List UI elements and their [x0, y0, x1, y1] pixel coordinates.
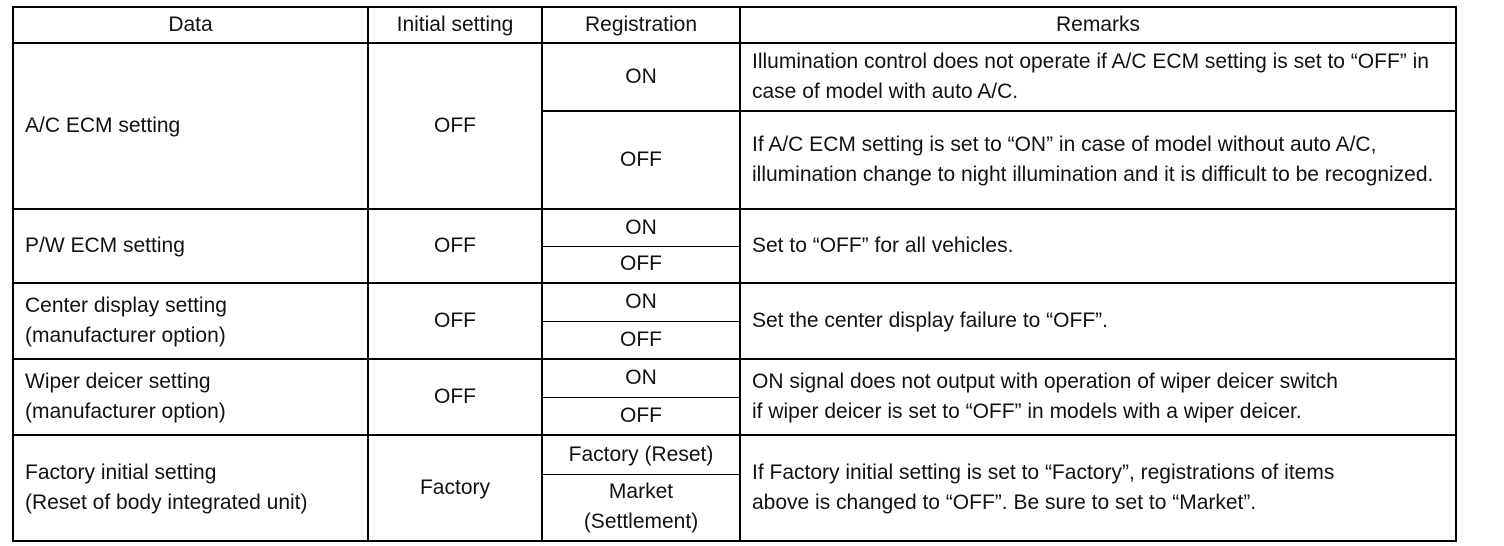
header-data: Data	[13, 7, 368, 43]
data-cell: P/W ECM setting	[13, 209, 368, 283]
table-row	[13, 283, 1456, 321]
header-row	[13, 7, 1456, 43]
initial-setting-cell: OFF	[368, 359, 542, 435]
initial-setting-cell: OFF	[368, 43, 542, 209]
remark-line: above is changed to “OFF”. Be sure to set to “Market”.	[752, 491, 1257, 514]
table-row	[13, 359, 1456, 397]
header-registration: Registration	[542, 7, 740, 43]
initial-setting-cell: OFF	[368, 283, 542, 359]
registration-cell: ON	[542, 283, 740, 321]
data-line: (manufacturer option)	[25, 324, 226, 347]
settings-table	[12, 6, 1457, 542]
remarks-cell	[740, 435, 1456, 541]
table-row	[13, 43, 1456, 111]
initial-setting-cell: Factory	[368, 435, 542, 541]
registration-cell: OFF	[542, 111, 740, 209]
data-line: Factory initial setting	[25, 461, 217, 484]
remarks-cell: Set to “OFF” for all vehicles.	[740, 209, 1456, 283]
registration-line: Market	[608, 480, 674, 504]
registration-cell: OFF	[542, 321, 740, 359]
header-remarks: Remarks	[740, 7, 1456, 43]
registration-line: (Settlement)	[583, 510, 699, 534]
registration-cell: ON	[542, 359, 740, 397]
registration-cell: OFF	[542, 397, 740, 435]
remark-line: if wiper deicer is set to “OFF” in models with a wiper deicer.	[752, 400, 1302, 423]
registration-cell: ON	[542, 43, 740, 111]
remarks-cell	[740, 359, 1456, 435]
remarks-cell: Illumination control does not operate if A/C ECM setting is set to “OFF” in case of model with auto A/C.	[740, 43, 1456, 111]
remark-line: If Factory initial setting is set to “Factory”, registrations of items	[752, 461, 1335, 484]
data-cell	[13, 435, 368, 541]
data-line: Wiper deicer setting	[25, 370, 211, 393]
registration-cell: OFF	[542, 246, 740, 283]
registration-cell: ON	[542, 209, 740, 246]
data-line: Center display setting	[25, 294, 227, 317]
initial-setting-cell: OFF	[368, 209, 542, 283]
data-cell: A/C ECM setting	[13, 43, 368, 209]
remarks-cell: Set the center display failure to “OFF”.	[740, 283, 1456, 359]
data-cell	[13, 359, 368, 435]
remark-line: ON signal does not output with operation of wiper deicer switch	[752, 370, 1338, 393]
table-row	[13, 435, 1456, 474]
remarks-cell: If A/C ECM setting is set to “ON” in case of model without auto A/C, illumination change to night illumination and it is difficult to be recognized.	[740, 111, 1456, 209]
data-line: (Reset of body integrated unit)	[25, 491, 308, 514]
data-cell	[13, 283, 368, 359]
data-line: (manufacturer option)	[25, 400, 226, 423]
registration-cell	[542, 474, 740, 541]
registration-cell: Factory (Reset)	[542, 435, 740, 474]
header-initial-setting: Initial setting	[368, 7, 542, 43]
table-row	[13, 209, 1456, 246]
